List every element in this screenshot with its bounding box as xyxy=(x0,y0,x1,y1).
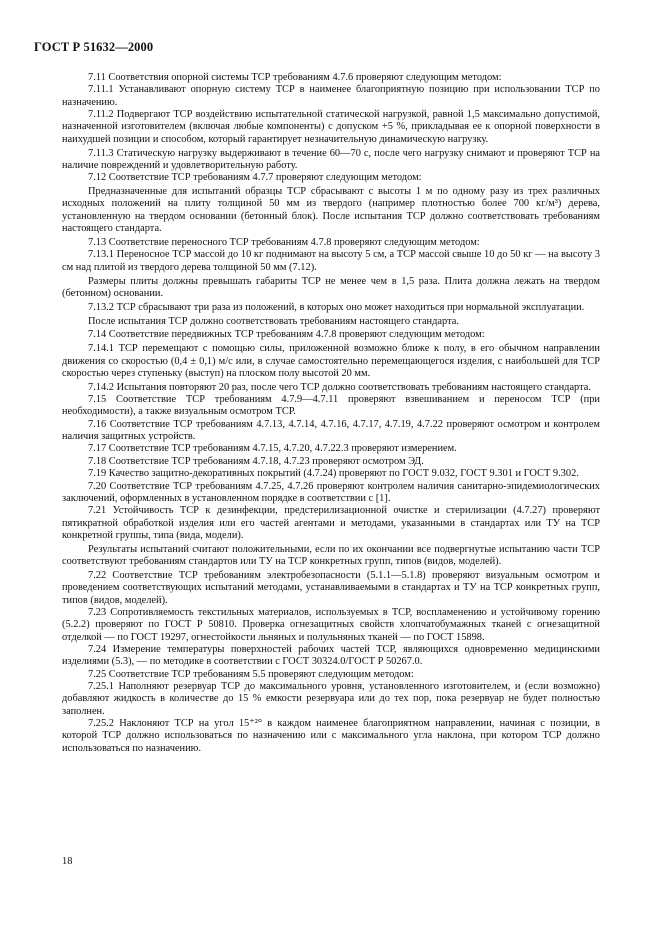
paragraph: 7.11.1 Устанавливают опорную систему ТСР в наименее благоприятную позицию при использовании ТСР по назначению. xyxy=(62,84,600,108)
paragraph: 7.18 Соответствие ТСР требованиям 4.7.18, 4.7.23 проверяют осмотром ЭД. xyxy=(88,455,424,467)
paragraph: Предназначенные для испытаний образцы ТСР сбрасывают с высоты 1 м по одному разу из трех различных исходных положений на плиту толщиной 50 мм из твердого (например плотностью более 700 кг/м³) дерева, установленную на твердом основании (бетонный блок). После испытания ТСР должно соответствовать требованиям настоящего стандарта. xyxy=(62,186,600,235)
paragraph: 7.25 Соответствие ТСР требованиям 5.5 проверяют следующим методом: xyxy=(88,668,414,680)
paragraph: 7.15 Соответствие ТСР требованиям 4.7.9—4.7.11 проверяют взвешиванием и переносом ТСР (при необходимости), а также визуальным осмотром ТСР. xyxy=(62,394,600,418)
paragraph: 7.14.1 ТСР перемещают с помощью силы, приложенной возможно ближе к полу, в его обычном направлении движения со скоростью (0,4 ± 0,1) м/с или, в случае самостоятельно перемещающегося изделия, с наибольшей для ТСР скоростью через ступеньку (выступ) на плоском полу высотой 20 мм. xyxy=(62,343,600,379)
paragraph: 7.22 Соответствие ТСР требованиям электробезопасности (5.1.1—5.1.8) проверяют визуальным осмотром и проведением соответствующих испытаний методами, устанавливаемыми в стандартах и ТУ на ТСР конкретных групп, типов (видов, моделей). xyxy=(62,569,600,606)
paragraph: 7.11.3 Статическую нагрузку выдерживают в течение 60—70 с, после чего нагрузку снимают и проверяют ТСР на наличие повреждений и удовлетворительную работу. xyxy=(62,147,600,171)
document-header: ГОСТ Р 51632—2000 xyxy=(34,40,154,54)
paragraph: 7.20 Соответствие ТСР требованиям 4.7.25, 4.7.26 проверяют контролем наличия санитарно-эпидемиологических заключений, оформленных в установленном порядке в соответствии с [1]. xyxy=(62,480,600,504)
paragraph: Размеры плиты должны превышать габариты ТСР не менее чем в 1,5 раза. Плита должна лежать на твердом (бетонном) основании. xyxy=(62,275,600,299)
document-body xyxy=(62,72,600,755)
paragraph: 7.13.1 Переносное ТСР массой до 10 кг поднимают на высоту 5 см, а ТСР массой свыше 10 до 50 кг — на высоту 3 см над плитой из твердого дерева толщиной 50 мм (7.12). xyxy=(62,249,600,273)
paragraph: 7.11 Соответствия опорной системы ТСР требованиям 4.7.6 проверяют следующим методом: xyxy=(88,72,502,83)
paragraph: 7.25.1 Наполняют резервуар ТСР до максимального уровня, установленного изготовителем, и (если возможно) добавляют жидкость в количестве до 15 % емкости резервуара или до тех пор, пока резервуар не будет полностью заполнен. xyxy=(62,681,600,717)
paragraph: 7.24 Измерение температуры поверхностей рабочих частей ТСР, являющихся одновременно медицинскими изделиями (5.3), — по методике в соответствии с ГОСТ 30324.0/ГОСТ Р 50267.0. xyxy=(62,643,600,668)
paragraph: 7.23 Сопротивляемость текстильных материалов, используемых в ТСР, воспламенению и устойчивому горению (5.2.2) проверяют по ГОСТ Р 50810. Проверка огнезащитных свойств хлопчатобумажных тканей с огнезащитной отделкой — по ГОСТ 19297, огнестойкости льняных и полульняных тканей — по ГОСТ 15898. xyxy=(62,606,600,643)
paragraph: 7.21 Устойчивость ТСР к дезинфекции, предстерилизационной очистке и стерилизации (4.7.27) проверяют пятикратной обработкой изделия или его частей агентами и методами, указанными в стандартах или ТУ на ТСР конкретной группы, типа (вида, модели). xyxy=(62,505,600,541)
paragraph: 7.17 Соответствие ТСР требованиям 4.7.15, 4.7.20, 4.7.22.3 проверяют измерением. xyxy=(88,443,457,455)
paragraph: 7.14.2 Испытания повторяют 20 раз, после чего ТСР должно соответствовать требованиям настоящего стандарта. xyxy=(88,381,591,393)
paragraph: 7.19 Качество защитно-декоративных покрытий (4.7.24) проверяют по ГОСТ 9.032, ГОСТ 9.301 и ГОСТ 9.302. xyxy=(88,468,579,480)
paragraph: 7.13.2 ТСР сбрасывают три раза из положений, в которых оно может находиться при нормальной эксплуатации. xyxy=(88,301,585,313)
paragraph: 7.16 Соответствие ТСР требованиям 4.7.13, 4.7.14, 4.7.16, 4.7.17, 4.7.19, 4.7.22 проверяют осмотром и контролем наличия защитных устройств. xyxy=(62,418,600,443)
paragraph: 7.13 Соответствие переносного ТСР требованиям 4.7.8 проверяют следующим методом: xyxy=(88,236,480,248)
page-number: 18 xyxy=(62,856,73,867)
paragraph: 7.14 Соответствие передвижных ТСР требованиям 4.7.8 проверяют следующим методом: xyxy=(88,329,485,341)
paragraph: 7.25.2 Наклоняют ТСР на угол 15⁺²° в каждом наименее благоприятном направлении, начиная с позиции, в которой ТСР должно использоваться по назначению или с максимального угла наклона, при котором ТСР должно использоваться по назначению. xyxy=(62,718,600,754)
paragraph: После испытания ТСР должно соответствовать требованиям настоящего стандарта. xyxy=(88,315,459,327)
paragraph: Результаты испытаний считают положительными, если по их окончании все подвергнутые испытанию части ТСР соответствуют требованиям стандартов или ТУ на ТСР конкретных групп, типов (видов, моделей). xyxy=(62,543,600,568)
paragraph: 7.12 Соответствие ТСР требованиям 4.7.7 проверяют следующим методом: xyxy=(88,172,422,184)
paragraph: 7.11.2 Подвергают ТСР воздействию испытательной статической нагрузкой, равной 1,5 максимально допустимой, назначенной изготовителем (включая любые компоненты) с допуском +5 %, прикладывая ее к опорной поверхности в наихудшей позиции и способом, который гарантирует незначительную динамическую нагрузку. xyxy=(62,109,600,145)
